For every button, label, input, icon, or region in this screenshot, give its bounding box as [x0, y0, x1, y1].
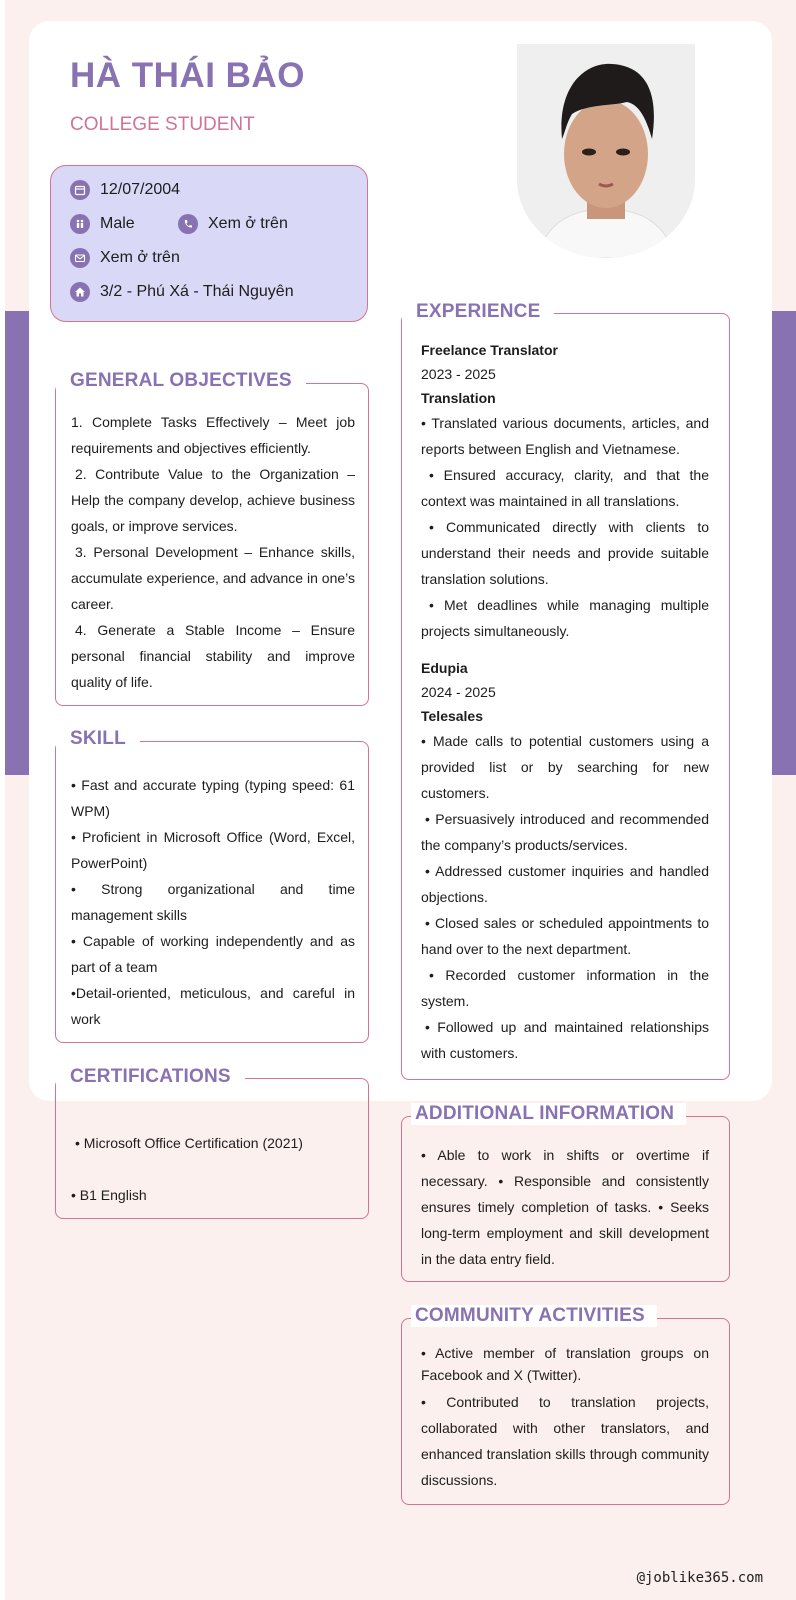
home-icon — [70, 282, 90, 302]
job-duty: • Made calls to potential customers using a provided list or by searching for new customers. — [421, 733, 709, 801]
community-item: • Contributed to translation projects, collaborated with other translators, and enhanced translation skills through community discussions. — [421, 1394, 709, 1488]
gender-icon — [70, 214, 90, 234]
phone-icon — [178, 214, 198, 234]
phone-row — [178, 214, 288, 234]
job-duty: • Ensured accuracy, clarity, and that the context was maintained in all translations. — [421, 467, 709, 509]
gender-row — [70, 214, 135, 234]
skill-item: • Strong organizational and time management skills — [71, 881, 355, 923]
job-entry — [421, 656, 709, 1066]
candidate-name: HÀ THÁI BẢO — [70, 56, 305, 95]
experience-title: EXPERIENCE — [402, 301, 554, 323]
email-row — [70, 248, 180, 268]
skill-title: SKILL — [56, 728, 140, 750]
address-value: 3/2 - Phú Xá - Thái Nguyên — [100, 283, 294, 300]
experience-list — [421, 338, 709, 1066]
decorative-band-left — [5, 311, 29, 775]
job-duty: • Met deadlines while managing multiple projects simultaneously. — [421, 597, 709, 639]
job-duty: • Persuasively introduced and recommended the company’s products/services. — [421, 811, 709, 853]
community-item: • Active member of translation groups on Facebook and X (Twitter). — [421, 1345, 709, 1383]
certifications-list — [71, 1130, 355, 1208]
address-row — [70, 282, 294, 302]
skill-item: • Fast and accurate typing (typing speed: 61 WPM) — [71, 777, 355, 819]
phone-value: Xem ở trên — [208, 215, 288, 232]
certification-item: • B1 English — [71, 1187, 147, 1203]
job-duty: • Addressed customer inquiries and handled objections. — [421, 863, 709, 905]
dob-row — [70, 180, 180, 200]
job-period: 2024 - 2025 — [421, 684, 496, 700]
dob-value: 12/07/2004 — [100, 181, 181, 198]
objective-item: 1. Complete Tasks Effectively – Meet job requirements and objectives efficiently. — [71, 414, 355, 456]
skill-item: • Proficient in Microsoft Office (Word, Excel, PowerPoint) — [71, 829, 355, 871]
footer-watermark: @joblike365.com — [636, 1570, 763, 1586]
job-company: Freelance Translator — [421, 342, 558, 358]
skill-item: •Detail-oriented, meticulous, and careful in work — [71, 985, 355, 1027]
decorative-band-right — [772, 311, 796, 775]
job-entry — [421, 338, 709, 644]
certification-item: • Microsoft Office Certification (2021) — [75, 1135, 303, 1151]
community-list — [421, 1342, 709, 1493]
job-duty: • Closed sales or scheduled appointments to hand over to the next department. — [421, 915, 709, 957]
additional-info-text: • Able to work in shifts or overtime if necessary. • Responsible and consistently ensures timely completion of tasks. • Seeks long-term employment and skill development in the data entry field. — [421, 1147, 709, 1267]
job-duty: • Recorded customer information in the system. — [421, 967, 709, 1009]
objective-item: 4. Generate a Stable Income – Ensure personal financial stability and improve quality of life. — [71, 622, 355, 690]
gender-value: Male — [100, 215, 135, 232]
job-position: Translation — [421, 390, 496, 406]
job-duty: • Followed up and maintained relationships with customers. — [421, 1019, 709, 1061]
skill-item: • Capable of working independently and as part of a team — [71, 933, 355, 975]
additional-info-title: ADDITIONAL INFORMATION — [411, 1103, 686, 1125]
calendar-icon — [70, 180, 90, 200]
objectives-title: GENERAL OBJECTIVES — [56, 370, 306, 392]
job-position: Telesales — [421, 708, 484, 724]
job-period: 2023 - 2025 — [421, 366, 496, 382]
community-title: COMMUNITY ACTIVITIES — [411, 1305, 657, 1327]
profile-photo — [517, 44, 695, 258]
certifications-title: CERTIFICATIONS — [56, 1066, 245, 1088]
email-value: Xem ở trên — [100, 249, 180, 266]
mail-icon — [70, 248, 90, 268]
job-duty: • Translated various documents, articles, and reports between English and Vietnamese. — [421, 415, 709, 457]
candidate-role: COLLEGE STUDENT — [70, 114, 255, 135]
objective-item: 2. Contribute Value to the Organization – Help the company develop, achieve business goals, or improve services. — [71, 466, 355, 534]
objective-item: 3. Personal Development – Enhance skills, accumulate experience, and advance in one’s career. — [71, 544, 355, 612]
job-company: Edupia — [421, 660, 468, 676]
objectives-list — [71, 409, 355, 695]
skill-list — [71, 772, 355, 1032]
job-duty: • Communicated directly with clients to understand their needs and provide suitable translation solutions. — [421, 519, 709, 587]
